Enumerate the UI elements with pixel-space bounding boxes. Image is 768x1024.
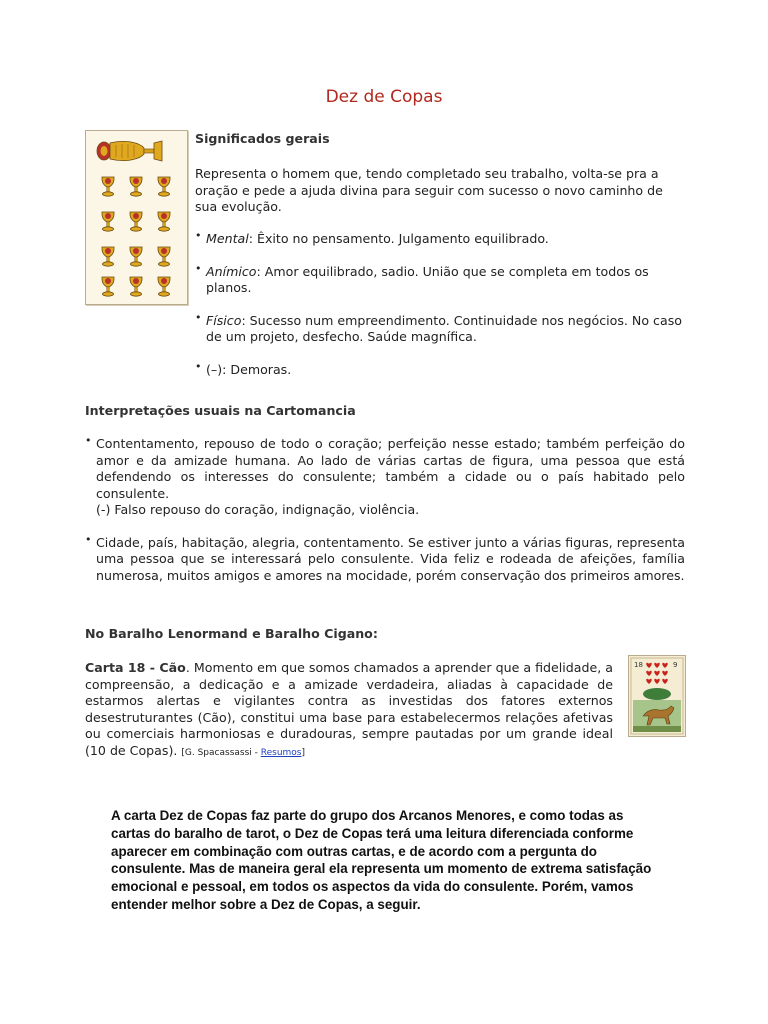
dog-card-icon <box>628 655 686 737</box>
section-heading-significados: Significados gerais <box>195 131 330 146</box>
page-title: Dez de Copas <box>325 87 443 107</box>
cartomancia-list <box>85 436 685 584</box>
term-label: Anímico <box>206 263 257 279</box>
ten-of-cups-card-icon <box>85 130 188 305</box>
cups-illustration <box>86 131 187 304</box>
resumos-link[interactable]: Resumos <box>260 747 302 758</box>
term-text: (–): Demoras. <box>206 361 292 377</box>
summary-paragraph: A carta Dez de Copas faz parte do grupo dos Arcanos Menores, e como todas as cartas do baralho de tarot, o Dez de Copas terá uma leitura diferenciada conforme aparecer em combinação com outras cartas, e de acordo com a pergunta do consulente. Mas de maneira geral ela representa um momento de extrema satisfação emocional e pessoal, em todos os aspectos da vida do consulente. Porém, vamos entender melhor sobre a Dez de Copas, a seguir. <box>111 808 652 912</box>
list-item <box>195 264 685 297</box>
lenormand-paragraph <box>85 660 613 761</box>
list-item <box>195 362 685 379</box>
item-extra: (-) Falso repouso do coração, indignação, violência. <box>96 502 420 517</box>
citation: [G. Spacassassi - Resumos] <box>181 747 306 758</box>
term-text: : Amor equilibrado, sadio. União que se completa em todos os planos. <box>206 263 649 295</box>
dog-card-illustration <box>629 656 685 736</box>
list-item <box>195 313 685 346</box>
card-number-right: 9 <box>673 661 678 669</box>
card-label: Carta 18 - Cão <box>85 660 186 675</box>
section-heading-lenormand: No Baralho Lenormand e Baralho Cigano: <box>85 626 378 641</box>
card-number-left: 18 <box>634 661 643 669</box>
term-text: : Êxito no pensamento. Julgamento equilibrado. <box>248 231 549 246</box>
lenormand-text: . Momento em que somos chamados a aprender que a fidelidade, a compreensão, a dedicação e a amizade verdadeira, aliadas à capacidade de estarmos alertas e vigilantes contra as investidas dos fatores externos desestruturantes (Cão), constitui uma base para estabelecermos relações afetivas ou comerciais harmoniosas e duradouras, sempre pautadas por um grande ideal (10 de Copas). <box>85 660 613 758</box>
item-text: Contentamento, repouso de todo o coração; perfeição nesse estado; também perfeição do amor e da amizade humana. Ao lado de várias cartas de figura, uma pessoa que está defendendo os interesses do consulente; também a cidade ou o país habitado pelo consulente. <box>96 436 685 501</box>
significados-list <box>195 231 685 378</box>
list-item <box>85 436 685 519</box>
section-heading-cartomancia: Interpretações usuais na Cartomancia <box>85 403 356 418</box>
term-label: Mental <box>206 231 249 246</box>
significados-intro: Representa o homem que, tendo completado seu trabalho, volta-se pra a oração e pede a ajuda divina para seguir com sucesso o novo caminho de sua evolução. <box>195 166 663 214</box>
list-item <box>85 535 685 585</box>
item-text: Cidade, país, habitação, alegria, contentamento. Se estiver junto a várias figuras, representa uma pessoa que se interessará pelo consulente. Vida feliz e rodeada de afeições, família numerosa, muitos amigos e amores na mocidade, porém conservação dos primeiros amores. <box>96 534 685 583</box>
list-item <box>195 231 685 248</box>
term-label: Físico <box>206 312 242 328</box>
term-text: : Sucesso num empreendimento. Continuidade nos negócios. No caso de um projeto, desfecho. Saúde magnífica. <box>206 312 682 344</box>
